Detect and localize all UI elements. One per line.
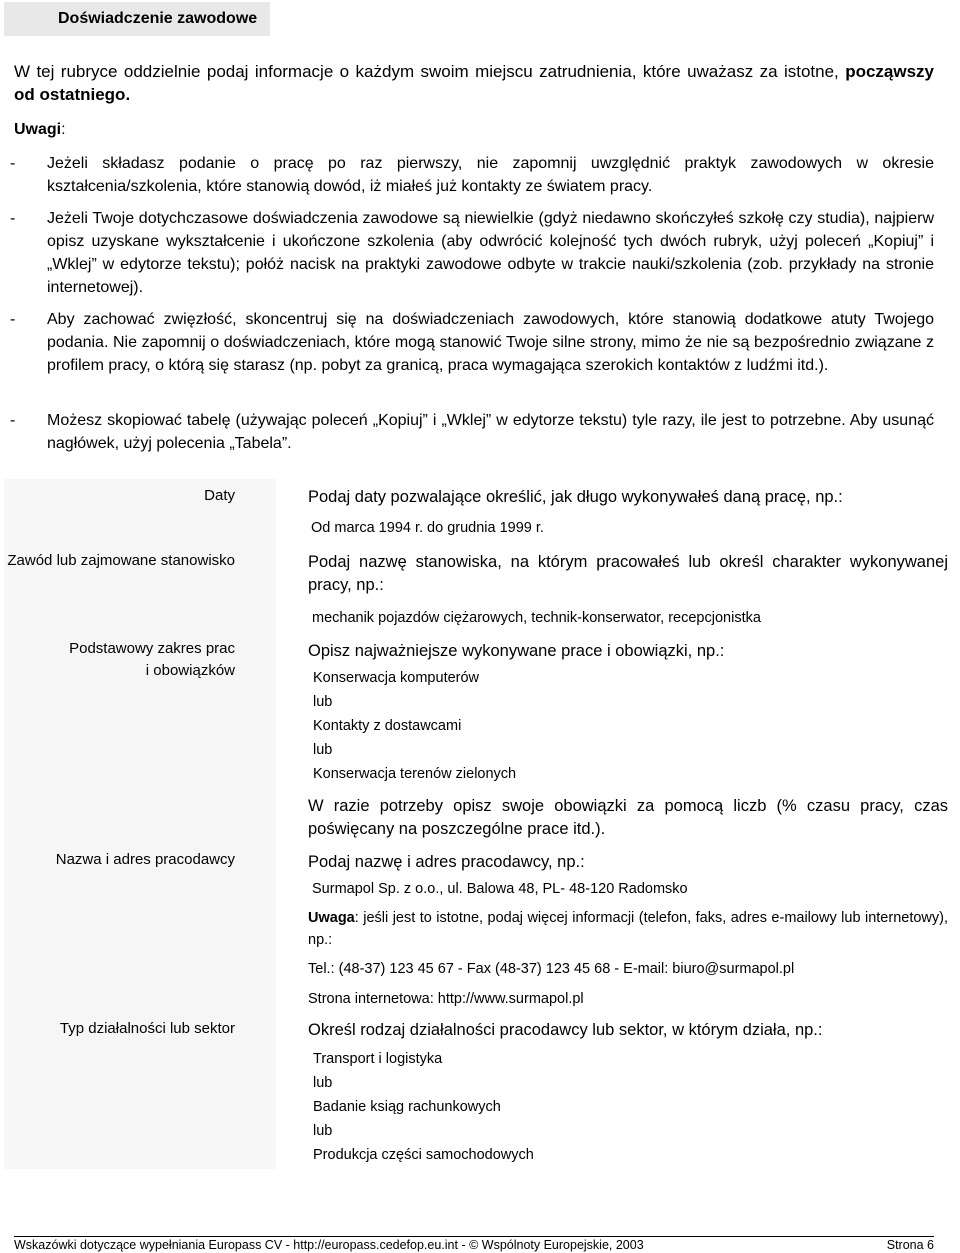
position-example: mechanik pojazdów ciężarowych, technik-konserwator, recepcjonistka — [312, 610, 761, 626]
table-label-column — [4, 479, 276, 1169]
position-prompt-row — [308, 551, 948, 597]
employer-contact: Tel.: (48-37) 123 45 67 - Fax (48-37) 123 45 68 - E-mail: biuro@surmapol.pl — [308, 961, 795, 977]
label-duties-line2: i obowiązków — [145, 662, 235, 679]
employer-prompt-row — [308, 851, 948, 874]
section-header — [4, 2, 270, 36]
employer-example: Surmapol Sp. z o.o., ul. Balowa 48, PL- 48-120 Radomsko — [312, 881, 688, 897]
notes-heading-colon: : — [61, 121, 66, 138]
employer-example-row — [308, 877, 948, 901]
duties-note: W razie potrzeby opisz swoje obowiązki za pomocą liczb (% czasu pracy, czas poświęcany na poszczególne prace itd.). — [308, 797, 948, 838]
duties-example: Konserwacja komputerów — [313, 670, 480, 686]
duties-example: Kontakty z dostawcami — [313, 718, 462, 734]
duties-examples — [308, 666, 953, 786]
duties-or: lub — [313, 694, 333, 710]
sector-prompt: Określ rodzaj działalności pracodawcy lub sektor, w którym działa, np.: — [308, 1021, 823, 1039]
label-duties-line1: Podstawowy zakres prac — [69, 640, 235, 657]
note-text: Aby zachować zwięzłość, skoncentruj się na doświadczeniach zawodowych, które stanowią dodatkowe atuty Twojego podania. Nie zapomnij o doświadczeniach, które mogą stanowić Twoje silne strony, mimo że nie są bezpośrednio związane z profilem pracy, o którą się starasz (np. pobyt za granicą, praca wymagająca szerokich kontaktów z ludźmi itd.). — [47, 311, 934, 374]
notes-heading-bold: Uwagi — [14, 121, 62, 138]
position-example-row — [308, 606, 948, 630]
intro-bold: począwszy od ostatniego. — [14, 62, 934, 104]
dates-example-row — [308, 516, 948, 540]
duties-or: lub — [313, 742, 333, 758]
employer-note-text: : jeśli jest to istotne, podaj więcej informacji (telefon, faks, adres e-mailowy lub internetowy), np.: — [308, 910, 948, 948]
sector-prompt-row — [308, 1019, 948, 1042]
dates-prompt: Podaj daty pozwalające określić, jak długo wykonywałeś daną pracę, np.: — [308, 488, 843, 506]
note-text: Jeżeli składasz podanie o pracę po raz pierwszy, nie zapomnij uwzględnić praktyk zawodowych w okresie kształcenia/szkolenia, które stanowią dowód, iż miałeś już kontakty ze światem pracy. — [47, 155, 934, 195]
note-dash: - — [10, 155, 16, 172]
dates-example: Od marca 1994 r. do grudnia 1999 r. — [311, 520, 544, 536]
duties-prompt: Opisz najważniejsze wykonywane prace i obowiązki, np.: — [308, 642, 725, 660]
duties-prompt-row — [308, 640, 948, 663]
label-dates: Daty — [204, 487, 235, 504]
duties-note-row — [308, 795, 948, 841]
note-dash: - — [10, 412, 16, 429]
sector-example: Transport i logistyka — [313, 1051, 443, 1067]
employer-contact-row — [308, 958, 948, 980]
intro-text: W tej rubryce oddzielnie podaj informacje o każdym swoim miejscu zatrudnienia, które uważasz za istotne, — [14, 62, 846, 81]
position-prompt: Podaj nazwę stanowiska, na którym pracowałeś lub określ charakter wykonywanej pracy, np.: — [308, 553, 948, 594]
duties-example: Konserwacja terenów zielonych — [313, 766, 517, 782]
employer-website: Strona internetowa: http://www.surmapol.pl — [308, 991, 584, 1007]
label-sector: Typ działalności lub sektor — [59, 1020, 235, 1037]
sector-example: Produkcja części samochodowych — [313, 1147, 534, 1163]
footer-text: Wskazówki dotyczące wypełniania Europass CV - http://europass.cedefop.eu.int - © Wspólnoty Europejskie, 2003 — [14, 1238, 644, 1252]
page-number: Strona 6 — [886, 1238, 934, 1252]
employer-note-row — [308, 907, 948, 951]
note-text: Jeżeli Twoje dotychczasowe doświadczenia zawodowe są niewielkie (gdyż niedawno skończyłeś szkołę czy studia), najpierw opisz uzyskane wykształcenie i ukończone szkolenia (aby odwrócić kolejność tych dwóch rubryk, użyj poleceń „Kopiuj” i „Wklej” w edytorze tekstu); połóż nacisk na praktyki zawodowe odbyte w trakcie nauki/szkolenia (zob. przykłady na stronie internetowej). — [47, 210, 934, 296]
sector-examples — [308, 1047, 953, 1167]
note-dash: - — [10, 311, 16, 328]
page-footer — [14, 1236, 934, 1253]
employer-website-row — [308, 988, 948, 1010]
note-dash: - — [10, 210, 16, 227]
note-text: Możesz skopiować tabelę (używając poleceń „Kopiuj” i „Wklej” w edytorze tekstu) tyle razy, ile jest to potrzebne. Aby usunąć nagłówek, użyj polecenia „Tabela”. — [47, 412, 934, 452]
sector-or: lub — [313, 1075, 333, 1091]
label-duties — [69, 638, 235, 682]
label-employer: Nazwa i adres pracodawcy — [55, 851, 235, 868]
notes-heading — [14, 121, 66, 139]
employer-prompt: Podaj nazwę i adres pracodawcy, np.: — [308, 853, 585, 871]
sector-example: Badanie ksiąg rachunkowych — [313, 1099, 501, 1115]
employer-note-bold: Uwaga — [308, 910, 355, 926]
intro-paragraph — [14, 60, 934, 106]
dates-prompt-row — [308, 486, 948, 509]
employer-note — [308, 907, 948, 951]
sector-or: lub — [313, 1123, 333, 1139]
label-position: Zawód lub zajmowane stanowisko — [7, 552, 235, 569]
section-title: Doświadczenie zawodowe — [58, 10, 258, 27]
